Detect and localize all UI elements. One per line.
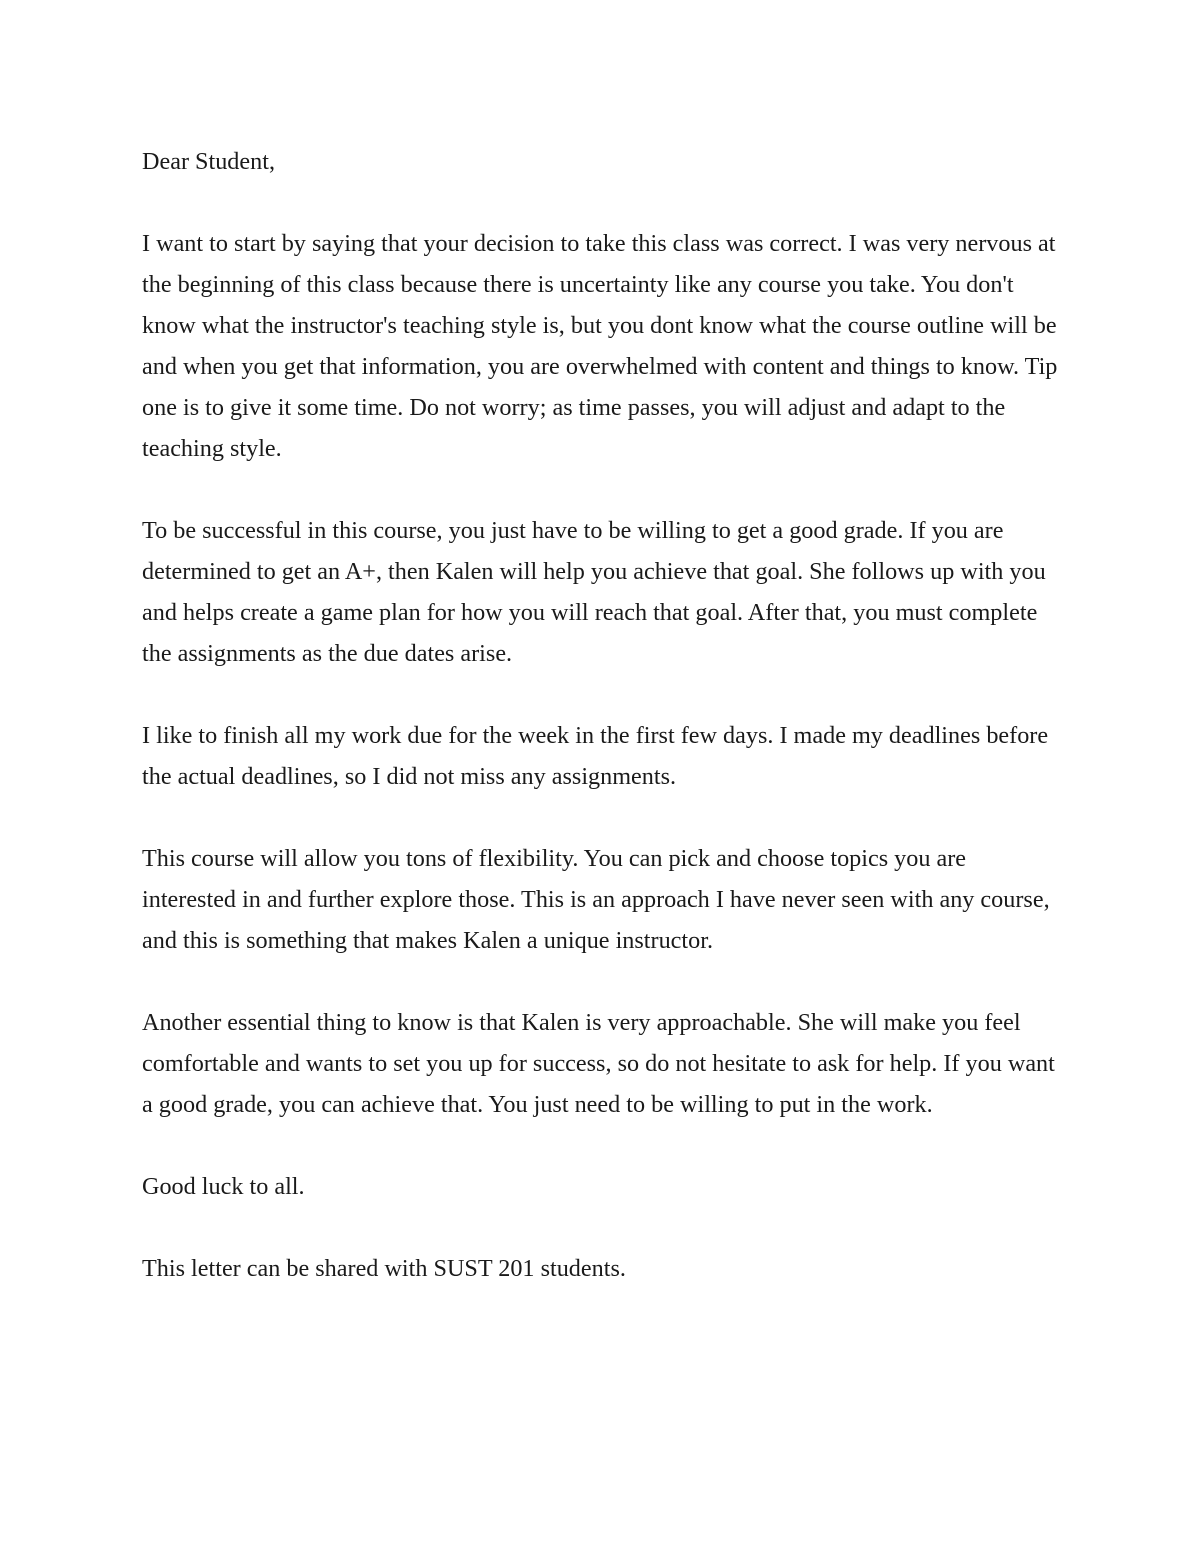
closing: Good luck to all. xyxy=(142,1173,305,1200)
salutation: Dear Student, xyxy=(142,148,275,175)
paragraph-intro: I want to start by saying that your decision to take this class was correct. I was very nervous at the beginning of this class because there is uncertainty like any course you take. You don't know what the instructor's teaching style is, but you dont know what the course outline will be and when you get that information, you are overwhelmed with content and things to know. Tip one is to give it some time. Do not worry; as time passes, you will adjust and adapt to the teaching style. xyxy=(142,230,1058,462)
letter-body xyxy=(142,141,1062,1289)
paragraph-success: To be successful in this course, you just have to be willing to get a good grade. If you are determined to get an A+, then Kalen will help you achieve that goal. She follows up with you and helps create a game plan for how you will reach that goal. After that, you must complete the assignments as the due dates arise. xyxy=(142,517,1046,667)
sharing-note: This letter can be shared with SUST 201 students. xyxy=(142,1255,626,1282)
paragraph-deadlines: I like to finish all my work due for the week in the first few days. I made my deadlines before the actual deadlines, so I did not miss any assignments. xyxy=(142,722,1049,790)
paragraph-flexibility: This course will allow you tons of flexibility. You can pick and choose topics you are interested in and further explore those. This is an approach I have never seen with any course, and this is something that makes Kalen a unique instructor. xyxy=(142,845,1050,954)
paragraph-approachable: Another essential thing to know is that Kalen is very approachable. She will make you feel comfortable and wants to set you up for success, so do not hesitate to ask for help. If you want a good grade, you can achieve that. You just need to be willing to put in the work. xyxy=(142,1009,1055,1118)
